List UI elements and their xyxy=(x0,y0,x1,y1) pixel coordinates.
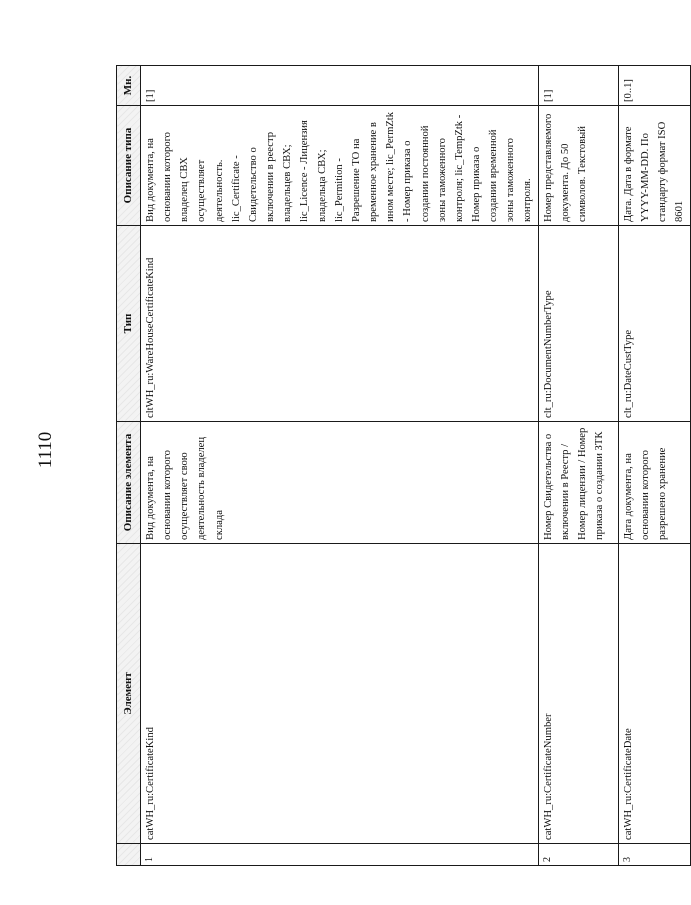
type-desc-cell: Вид документа, на основании которого владелец СВХ осуществляет деятельность. lic_Certificate - Свидетельство о включении в реестр владельцев СВХ; lic_Licence - Лицензия владельца СВХ; lic_Permition - Разрешение ТО на временное хранение в ином месте; lic_PermZtk - Номер приказа о создании постоянной зоны таможенного контроля; lic_TempZtk - Номер приказа о создании временной зоны таможенного контроля. xyxy=(141,106,539,226)
table-row xyxy=(538,66,618,866)
cardinality-cell: [1] xyxy=(141,66,539,106)
row-number: 2 xyxy=(538,844,618,866)
element-desc-cell: Вид документа, на основании которого осуществляет свою деятельность владелец склада xyxy=(141,422,539,544)
table-row xyxy=(618,66,690,866)
element-desc-cell: Дата документа, на основании которого разрешено хранение xyxy=(618,422,690,544)
spec-table xyxy=(116,65,691,866)
row-number: 3 xyxy=(618,844,690,866)
row-number: 1 xyxy=(141,844,539,866)
element-cell: catWH_ru:CertificateNumber xyxy=(538,544,618,844)
table-header-row xyxy=(117,66,141,866)
type-cell: clt_ru:DocumentNumberType xyxy=(538,226,618,422)
cardinality-cell: [0..1] xyxy=(618,66,690,106)
type-cell: clt_ru:DateCustType xyxy=(618,226,690,422)
type-desc-cell: Дата. Дата в формате YYYY-MM-DD. По стандарту формат ISO 8601 xyxy=(618,106,690,226)
header-type-desc: Описание типа xyxy=(117,106,141,226)
cardinality-cell: [1] xyxy=(538,66,618,106)
element-cell: catWH_ru:CertificateKind xyxy=(141,544,539,844)
element-cell: catWH_ru:CertificateDate xyxy=(618,544,690,844)
type-cell: cltWH_ru:WareHouseCertificateKind xyxy=(141,226,539,422)
header-element-desc: Описание элемента xyxy=(117,422,141,544)
table-row xyxy=(141,66,539,866)
spec-table-rotated xyxy=(116,66,686,866)
page-number: 1110 xyxy=(35,431,56,469)
header-num xyxy=(117,844,141,866)
header-type: Тип xyxy=(117,226,141,422)
header-element: Элемент xyxy=(117,544,141,844)
header-cardinality: Мн. xyxy=(117,66,141,106)
element-desc-cell: Номер Свидетельства о включении в Реестр / Номер лицензии / Номер приказа о создании ЗТК xyxy=(538,422,618,544)
type-desc-cell: Номер представляемого документа. До 50 символов. Текстовый xyxy=(538,106,618,226)
